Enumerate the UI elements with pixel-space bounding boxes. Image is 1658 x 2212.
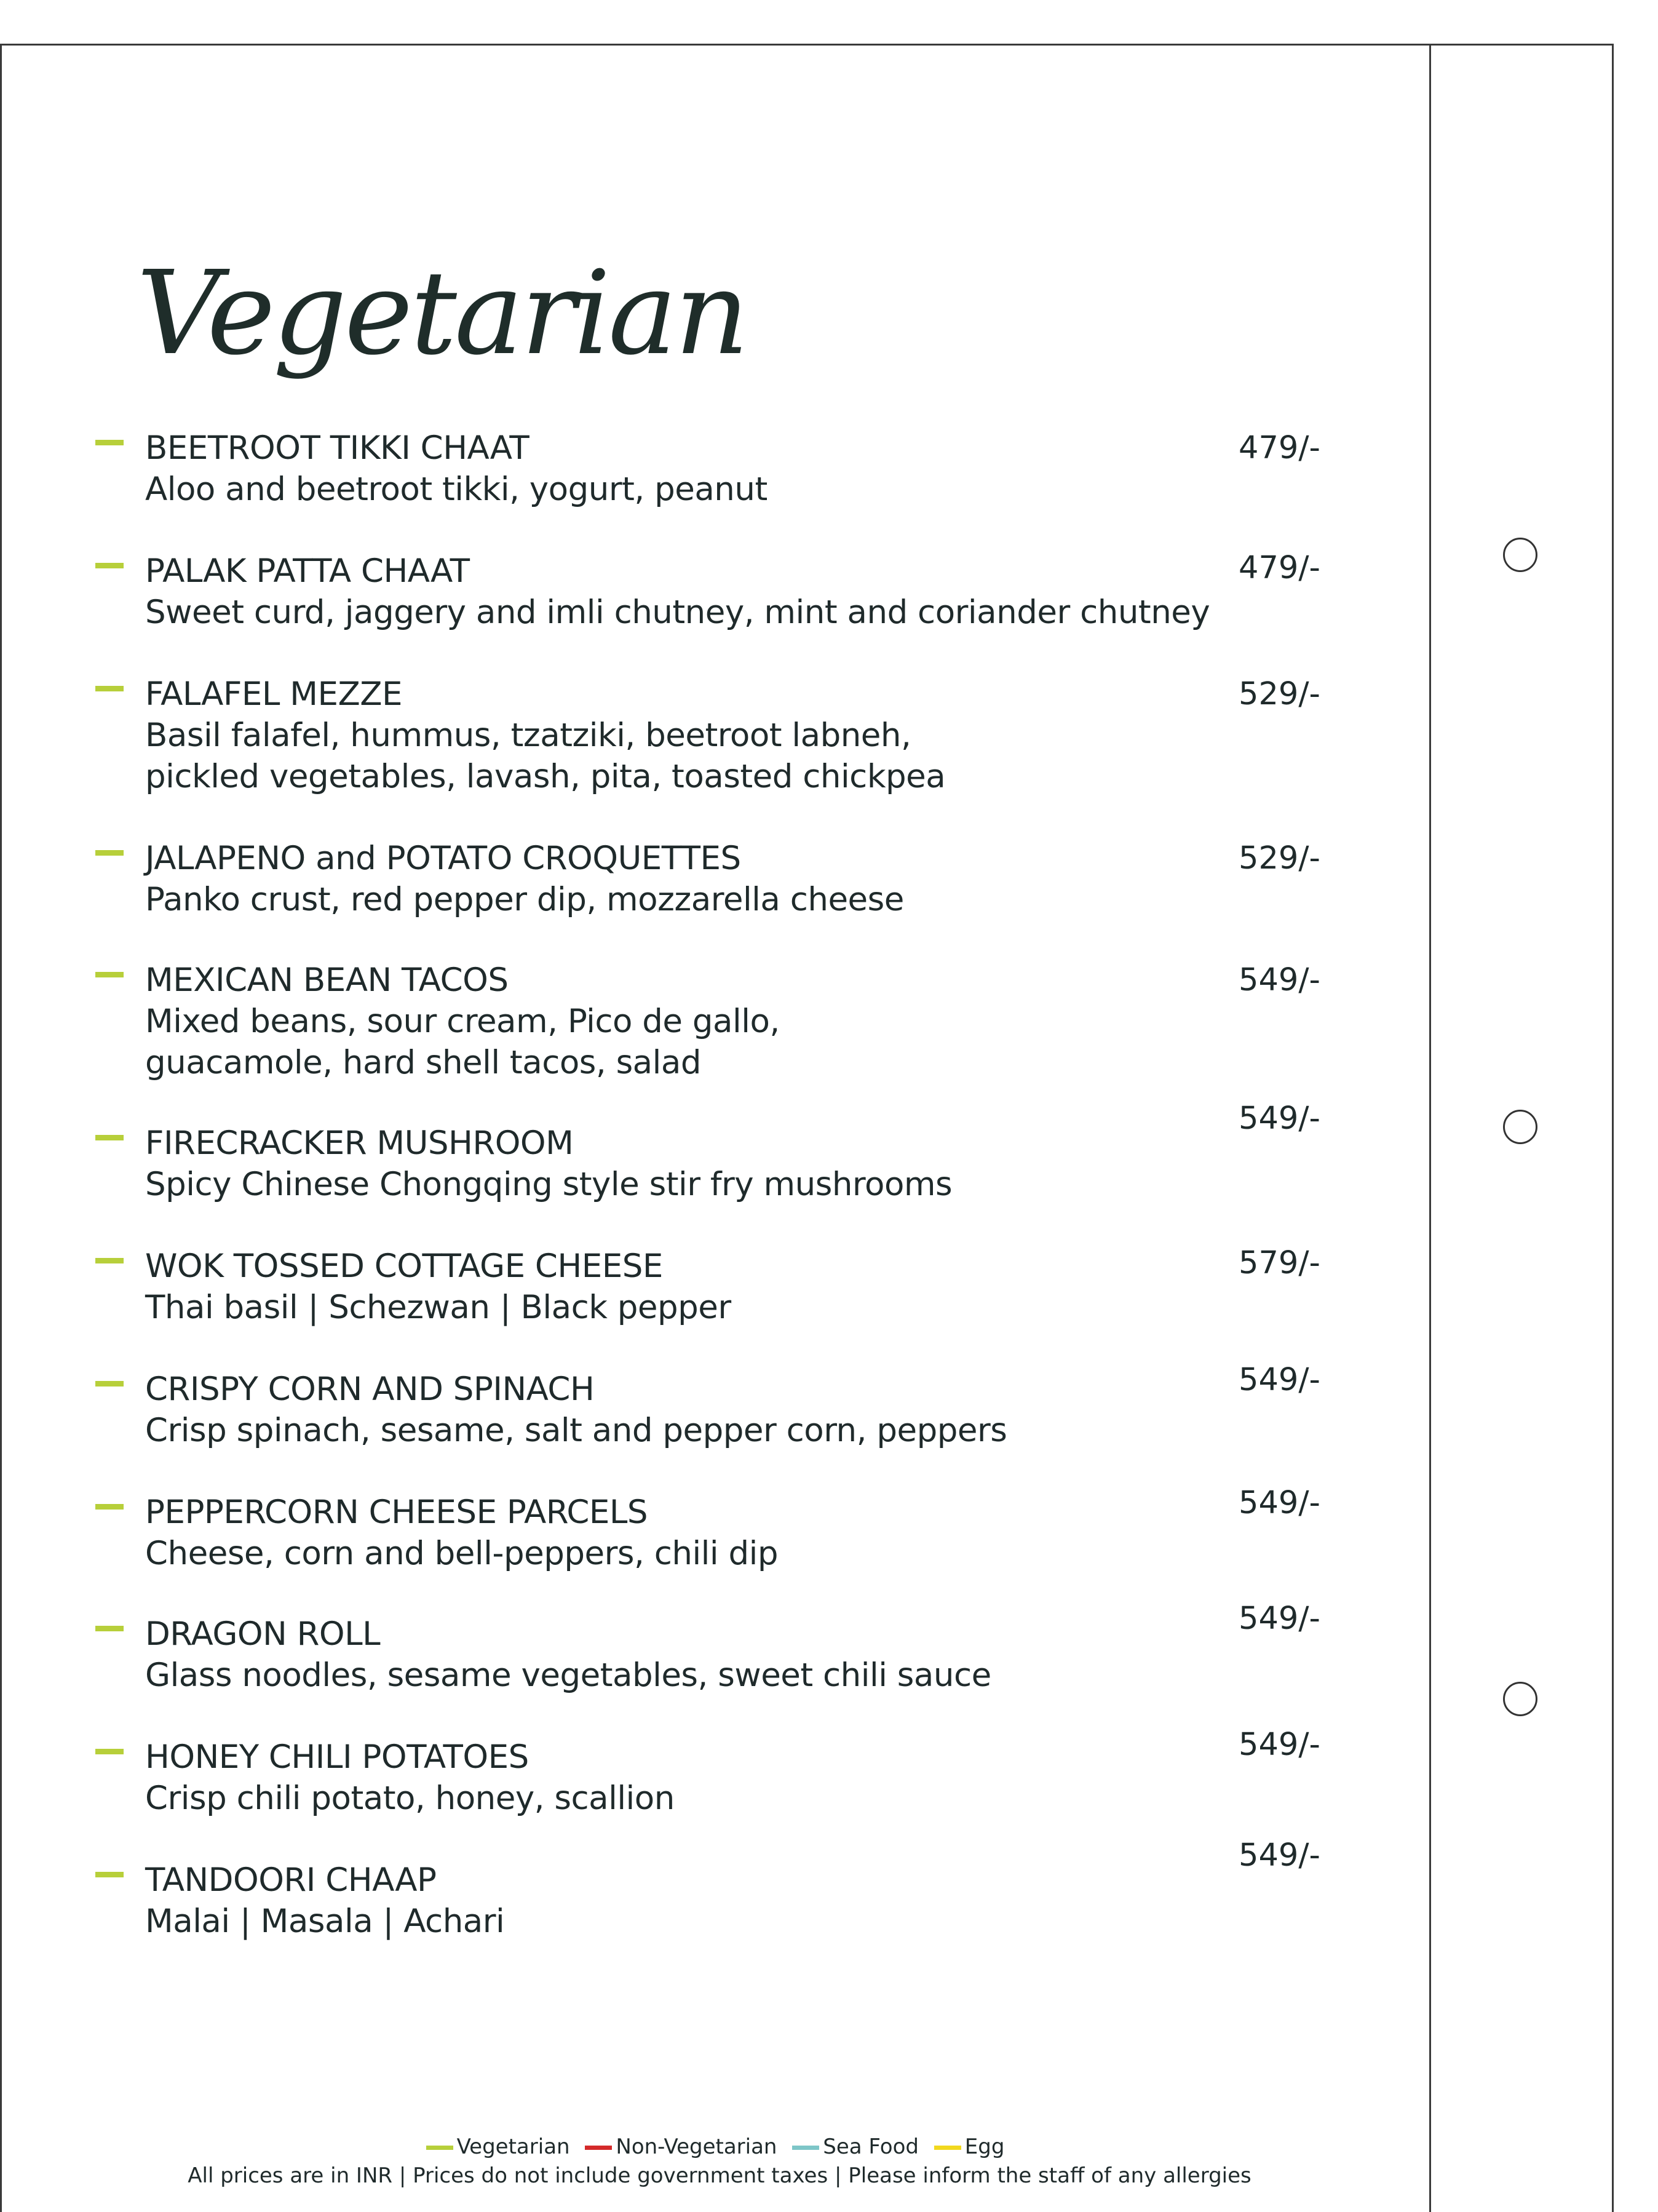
item-description: Basil falafel, hummus, tzatziki, beetroot labneh, pickled vegetables, lavash, pita, toasted chickpea bbox=[145, 717, 946, 795]
item-price: 579/- bbox=[1239, 1245, 1320, 1281]
section-title: Vegetarian bbox=[137, 246, 747, 381]
binder-ring-hole-icon bbox=[1503, 1682, 1537, 1716]
item-price: 549/- bbox=[1239, 1601, 1320, 1637]
legend-label: Egg bbox=[964, 2134, 1005, 2159]
item-name: FIRECRACKER MUSHROOM bbox=[145, 1124, 574, 1162]
vegetarian-marker-icon bbox=[95, 440, 124, 445]
item-name: MEXICAN BEAN TACOS bbox=[145, 961, 509, 999]
item-price: 529/- bbox=[1239, 840, 1320, 877]
vegetarian-marker-icon bbox=[95, 1504, 124, 1510]
legend-label: Vegetarian bbox=[456, 2134, 570, 2159]
item-description: Mixed beans, sour cream, Pico de gallo, guacamole, hard shell tacos, salad bbox=[145, 1003, 780, 1081]
item-description: Sweet curd, jaggery and imli chutney, mint and coriander chutney bbox=[145, 594, 1210, 631]
vegetarian-marker-icon bbox=[95, 1749, 124, 1754]
item-name: CRISPY CORN AND SPINACH bbox=[145, 1371, 595, 1408]
item-description: Glass noodles, sesame vegetables, sweet chili sauce bbox=[145, 1657, 991, 1694]
item-description: Panko crust, red pepper dip, mozzarella cheese bbox=[145, 881, 904, 918]
item-name: PEPPERCORN CHEESE PARCELS bbox=[145, 1494, 648, 1531]
item-name: TANDOORI CHAAP bbox=[145, 1861, 437, 1899]
legend bbox=[0, 2133, 1439, 2161]
item-description: Thai basil | Schezwan | Black pepper bbox=[145, 1289, 731, 1326]
legend-non-vegetarian bbox=[585, 2134, 777, 2159]
binder-ring-hole-icon bbox=[1503, 538, 1537, 572]
vegetarian-marker-icon bbox=[95, 1258, 124, 1263]
vegetarian-marker-icon bbox=[95, 1381, 124, 1386]
egg-swatch-icon bbox=[934, 2146, 961, 2150]
item-description: Cheese, corn and bell-peppers, chili dip bbox=[145, 1535, 778, 1572]
vegetarian-marker-icon bbox=[95, 686, 124, 691]
item-name: HONEY CHILI POTATOES bbox=[145, 1738, 529, 1776]
vegetarian-marker-icon bbox=[95, 563, 124, 568]
item-price: 549/- bbox=[1239, 962, 1320, 998]
item-price: 479/- bbox=[1239, 550, 1320, 586]
item-description: Crisp spinach, sesame, salt and pepper corn, peppers bbox=[145, 1412, 1007, 1449]
item-price: 529/- bbox=[1239, 676, 1320, 712]
item-price: 479/- bbox=[1239, 430, 1320, 466]
legend-vegetarian bbox=[426, 2134, 570, 2159]
item-price: 549/- bbox=[1239, 1727, 1320, 1763]
item-name: DRAGON ROLL bbox=[145, 1615, 381, 1653]
vegetarian-marker-icon bbox=[95, 1626, 124, 1631]
price-footnote: All prices are in INR | Prices do not include government taxes | Please inform the staff of any allergies bbox=[188, 2163, 1251, 2188]
item-name: BEETROOT TIKKI CHAAT bbox=[145, 429, 530, 467]
vegetarian-swatch-icon bbox=[426, 2146, 453, 2150]
item-price: 549/- bbox=[1239, 1100, 1320, 1137]
item-description: Aloo and beetroot tikki, yogurt, peanut bbox=[145, 471, 768, 508]
binder-divider bbox=[1429, 44, 1431, 2212]
binder-ring-hole-icon bbox=[1503, 1110, 1537, 1144]
non-vegetarian-swatch-icon bbox=[585, 2146, 612, 2150]
item-price: 549/- bbox=[1239, 1362, 1320, 1398]
vegetarian-marker-icon bbox=[95, 972, 124, 977]
sea-food-swatch-icon bbox=[792, 2146, 819, 2150]
legend-egg bbox=[934, 2134, 1005, 2159]
legend-label: Sea Food bbox=[823, 2134, 919, 2159]
item-name: WOK TOSSED COTTAGE CHEESE bbox=[145, 1247, 663, 1285]
vegetarian-marker-icon bbox=[95, 1872, 124, 1877]
item-price: 549/- bbox=[1239, 1837, 1320, 1874]
legend-sea-food bbox=[792, 2134, 919, 2159]
item-description: Malai | Masala | Achari bbox=[145, 1903, 505, 1940]
legend-label: Non-Vegetarian bbox=[616, 2134, 777, 2159]
item-description: Spicy Chinese Chongqing style stir fry mushrooms bbox=[145, 1166, 953, 1203]
item-price: 549/- bbox=[1239, 1485, 1320, 1521]
item-name: PALAK PATTA CHAAT bbox=[145, 552, 470, 590]
item-name: FALAFEL MEZZE bbox=[145, 675, 403, 713]
item-description: Crisp chili potato, honey, scallion bbox=[145, 1780, 675, 1817]
vegetarian-marker-icon bbox=[95, 1135, 124, 1140]
vegetarian-marker-icon bbox=[95, 850, 124, 856]
item-name: JALAPENO and POTATO CROQUETTES bbox=[145, 840, 741, 877]
